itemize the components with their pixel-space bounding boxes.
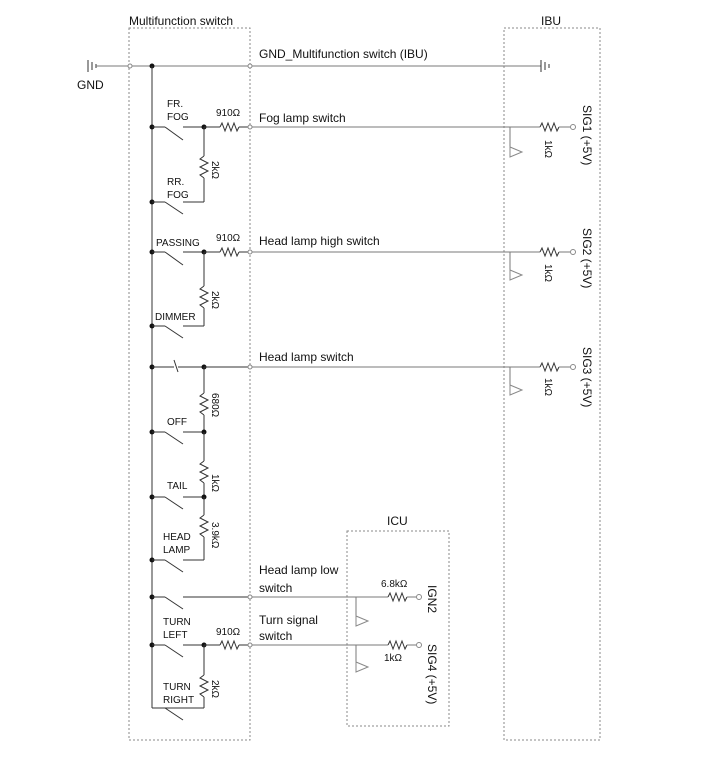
head-lamp-label-2: LAMP [163, 545, 191, 556]
ground-ibu-symbol [541, 60, 549, 72]
turn-left-label-1: TURN [163, 617, 191, 628]
turn-connector [248, 643, 252, 647]
tail-label: TAIL [167, 481, 188, 492]
head-lamp-shunt-resistor [200, 515, 208, 537]
dimmer-shunt-resistor-value: 2kΩ [209, 291, 220, 310]
turn-left-label-2: LEFT [163, 630, 188, 641]
off-switch-blade [165, 432, 183, 444]
off-shunt-resistor-value: 680Ω [209, 393, 220, 418]
gnd-label: GND [77, 78, 104, 92]
head-high-connector [248, 250, 252, 254]
head-lamp-shunt-resistor-value: 3.9kΩ [209, 522, 220, 549]
passing-label: PASSING [156, 238, 200, 249]
passing-series-resistor [220, 248, 239, 256]
turn-right-label-2: RIGHT [163, 695, 195, 706]
turn-right-switch-blade [165, 708, 183, 720]
ibu-sig1-resistor-value: 1kΩ [542, 140, 553, 159]
turn-series-resistor-value: 910Ω [216, 627, 241, 638]
icu-sig4-pin: SIG4 (+5V) [425, 644, 439, 705]
rr-fog-label-1: RR. [167, 177, 185, 188]
dimmer-shunt-resistor [200, 286, 208, 308]
head-low-switch-blade [165, 597, 183, 609]
ground-left-symbol [88, 60, 96, 72]
head-line-label: Head lamp switch [259, 350, 354, 364]
dimmer-switch-blade [165, 326, 183, 338]
turn-shunt-resistor [200, 675, 208, 697]
turn-series-resistor [220, 641, 239, 649]
rr-fog-label-2: FOG [167, 190, 189, 201]
fr-fog-label-2: FOG [167, 112, 189, 123]
multifunction-switch-title: Multifunction switch [129, 14, 234, 28]
turn-line-label-1: Turn signal [259, 613, 318, 627]
ibu-title: IBU [541, 14, 562, 28]
fog-shunt-resistor-value: 2kΩ [209, 161, 220, 180]
off-label: OFF [167, 417, 187, 428]
icu-ign2-resistor-value: 6.8kΩ [381, 579, 408, 590]
ibu-sig3-resistor-value: 1kΩ [542, 378, 553, 397]
head-connector [248, 365, 252, 369]
head-low-line-label-2: switch [259, 581, 293, 595]
icu-ign2-input [356, 593, 422, 626]
gnd-line-label: GND_Multifunction switch (IBU) [259, 47, 428, 61]
fog-line-label: Fog lamp switch [259, 111, 346, 125]
passing-switch-blade [165, 252, 183, 265]
icu-ign2-pin: IGN2 [425, 585, 439, 614]
fr-fog-label-1: FR. [167, 99, 184, 110]
head-low-line-label-1: Head lamp low [259, 563, 339, 577]
head-high-line-label: Head lamp high switch [259, 234, 380, 248]
ibu-sig3-pin: SIG3 (+5V) [580, 347, 594, 408]
ibu-sig2-resistor-value: 1kΩ [542, 264, 553, 283]
head-open-contact [174, 360, 178, 372]
tail-switch-blade [165, 497, 183, 509]
ibu-sig1-pin: SIG1 (+5V) [580, 105, 594, 166]
fog-series-resistor-value: 910Ω [216, 108, 241, 119]
turn-line-label-2: switch [259, 629, 293, 643]
fog-connector [248, 125, 252, 129]
passing-series-resistor-value: 910Ω [216, 233, 241, 244]
dimmer-label: DIMMER [155, 312, 196, 323]
ibu-sig2-pin: SIG2 (+5V) [580, 228, 594, 289]
tail-shunt-resistor-value: 1kΩ [209, 474, 220, 493]
head-lamp-switch-blade [165, 560, 183, 572]
rr-fog-switch-blade [165, 202, 183, 214]
fog-shunt-resistor [200, 156, 208, 178]
off-shunt-resistor [200, 393, 208, 415]
turn-right-label-1: TURN [163, 682, 191, 693]
turn-shunt-resistor-value: 2kΩ [209, 680, 220, 699]
fr-fog-switch-blade [165, 127, 183, 140]
icu-sig4-resistor-value: 1kΩ [384, 653, 403, 664]
turn-left-switch-blade [165, 645, 183, 657]
icu-title: ICU [387, 514, 408, 528]
gnd-connector-left [128, 64, 132, 68]
head-lamp-label-1: HEAD [163, 532, 191, 543]
gnd-connector-right [248, 64, 252, 68]
fog-series-resistor [220, 123, 239, 131]
head-low-connector [248, 595, 252, 599]
tail-shunt-resistor [200, 461, 208, 483]
